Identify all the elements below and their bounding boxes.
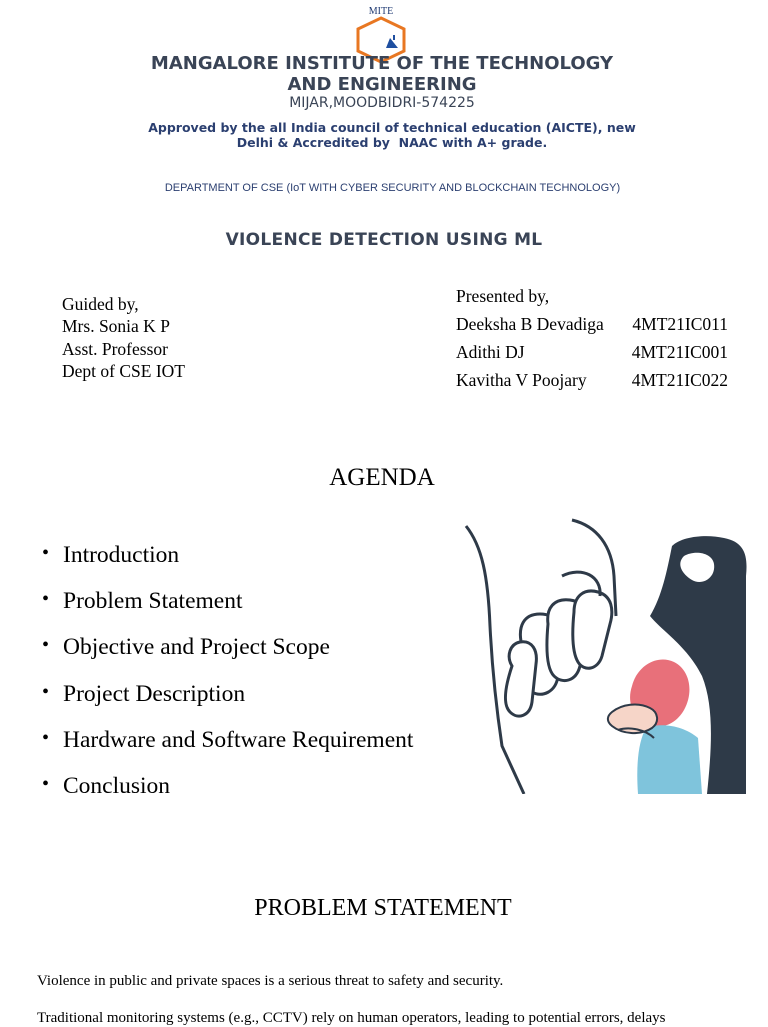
agenda-item — [42, 532, 413, 578]
approval-text — [132, 120, 652, 150]
bullet-icon: • — [42, 680, 50, 703]
agenda-item-label: Project Description — [63, 680, 246, 707]
institute-name — [0, 53, 764, 95]
bullet-icon: • — [42, 634, 50, 657]
presenter-usn: 4MT21IC001 — [631, 342, 728, 362]
agenda-item — [42, 578, 413, 624]
bullet-icon: • — [42, 542, 50, 564]
agenda-item-label: Conclusion — [63, 773, 171, 800]
logo-text: MITE — [368, 6, 394, 17]
agenda-item — [42, 717, 413, 763]
agenda-list — [42, 532, 413, 809]
guide-label: Guided by, — [62, 294, 139, 314]
institute-name-line1: MANGALORE INSTITUTE OF THE TECHNOLOGY — [150, 53, 614, 74]
problem-paragraph-2: Traditional monitoring systems (e.g., CCTV) rely on human operators, leading to potential errors, delays — [37, 1010, 666, 1026]
agenda-item-label: Introduction — [63, 542, 180, 568]
presenter-name: Deeksha B Devadiga — [456, 314, 604, 334]
agenda-heading: AGENDA — [329, 464, 435, 491]
bullet-icon: • — [42, 726, 50, 749]
guide-block — [62, 293, 185, 382]
bullet-icon: • — [42, 773, 50, 796]
agenda-item-label: Objective and Project Scope — [63, 634, 330, 661]
institute-address: MIJAR,MOODBIDRI-574225 — [289, 95, 475, 111]
institute-name-line2: AND ENGINEERING — [287, 74, 477, 95]
presenter-name: Adithi DJ — [456, 342, 525, 362]
presenters-label: Presented by, — [456, 286, 550, 306]
problem-statement-heading: PROBLEM STATEMENT — [254, 895, 512, 921]
bullet-icon: • — [42, 588, 50, 611]
presenter-usn: 4MT21IC022 — [631, 370, 728, 390]
agenda-item — [42, 671, 413, 717]
guide-name: Mrs. Sonia K P — [62, 316, 170, 337]
presenter-name: Kavitha V Poojary — [456, 370, 587, 390]
agenda-item-label: Problem Statement — [63, 588, 243, 615]
problem-paragraph-1: Violence in public and private spaces is a serious threat to safety and security. — [37, 973, 504, 989]
project-title: VIOLENCE DETECTION USING ML — [225, 230, 543, 250]
approval-line2: Delhi & Accredited by NAAC with A+ grade. — [236, 135, 548, 150]
agenda-item-label: Hardware and Software Requirement — [63, 726, 414, 753]
approval-line1: Approved by the all India council of technical education (AICTE), new — [148, 120, 636, 135]
guide-department: Dept of CSE IOT — [62, 360, 185, 381]
agenda-item — [42, 763, 413, 809]
presenter-usn: 4MT21IC011 — [632, 314, 728, 334]
department-name: DEPARTMENT OF CSE (IoT WITH CYBER SECURITY AND BLOCKCHAIN TECHNOLOGY) — [164, 182, 621, 194]
agenda-item — [42, 624, 413, 670]
fist-and-child-illustration-icon — [462, 516, 748, 794]
violence-illustration — [462, 516, 748, 794]
guide-designation: Asst. Professor — [62, 338, 168, 359]
